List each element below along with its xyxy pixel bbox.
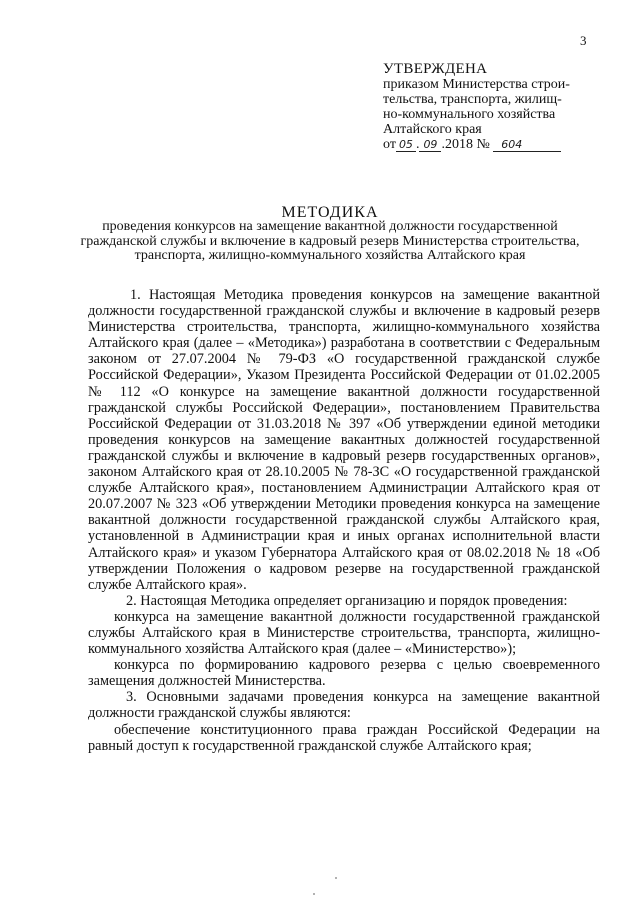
document-subtitle: проведения конкурсов на замещение вакантной должности государственной гражданской службы и включение в кадровый резерв Министерства строительства, транспорта, жилищно-коммунального хозяйства Алтайского края — [80, 219, 580, 263]
handwritten-month: 09 — [419, 138, 441, 152]
scan-artifact — [335, 877, 337, 879]
document-title: МЕТОДИКА — [281, 204, 379, 221]
date-year: .2018 № — [441, 137, 490, 152]
approval-line: приказом Министерства строи- — [383, 77, 570, 92]
list-item: конкурса на замещение вакантной должности государственной гражданской службы Алтайского края в Министерстве строительства, транспорта, жилищно-коммунального хозяйства Алтайского края (далее – «Министерство»); — [88, 608, 600, 658]
approval-line: тельства, транспорта, жилищ- — [383, 92, 562, 107]
handwritten-order-number: 604 — [493, 138, 561, 152]
paragraph-1: 1. Настоящая Методика проведения конкурсов на замещение вакантной должности государственной гражданской службы и включение в кадровый резерв Министерства строительства, транспорта, жилищно-коммунального хозяйства Алтайского края (далее – «Методика») разработана в соответствии с Федеральным законом от 27.07.2004 № 79-ФЗ «О государственной гражданской службе Российской Федерации», Указом Президента Российской Федерации от 01.02.2005 № 112 «О конкурсе на замещение вакантной должности государственной гражданской службы Российской Федерации», постановлением Правительства Российской Федерации от 31.03.2018 № 397 «Об утверждении единой методики проведения конкурсов на замещение вакантных должностей государственной гражданской службы и включение в кадровый резерв государственных органов», законом Алтайского края от 28.10.2005 № 78-ЗС «О государственной гражданской службе Алтайского края», постановлением Администрации Алтайского края от 20.07.2007 № 323 «Об утверждении Методики проведения конкурса на замещение вакантной должности государственной гражданской службы Алтайского края, установленной в Администрации края и иных органах исполнительной власти Алтайского края» и указом Губернатора Алтайского края от 08.02.2018 № 18 «Об утверждении Положения о кадровом резерве на государственной гражданской службе Алтайского края». — [88, 287, 600, 593]
document-body — [88, 287, 600, 754]
list-item: обеспечение конституционного права граждан Российской Федерации на равный доступ к государственной гражданской службе Алтайского края; — [88, 721, 600, 754]
approval-line: но-коммунального хозяйства — [383, 107, 556, 122]
scan-artifact — [313, 893, 315, 895]
paragraph-3: 3. Основными задачами проведения конкурса на замещение вакантной должности гражданской службы являются: — [88, 689, 600, 722]
page-number: 3 — [580, 33, 587, 48]
paragraph-2: 2. Настоящая Методика определяет организацию и порядок проведения: — [126, 592, 568, 609]
approval-line: Алтайского края — [383, 122, 482, 137]
approval-stamp — [383, 62, 598, 152]
handwritten-day: 05 — [396, 138, 416, 152]
list-item: конкурса по формированию кадрового резерва с целью своевременного замещения должностей Министерства. — [88, 657, 600, 690]
date-prefix: от — [383, 137, 396, 152]
approval-title: УТВЕРЖДЕНА — [383, 61, 488, 77]
approval-date-line: от 05 . 09 .2018 № 604 — [383, 137, 598, 152]
